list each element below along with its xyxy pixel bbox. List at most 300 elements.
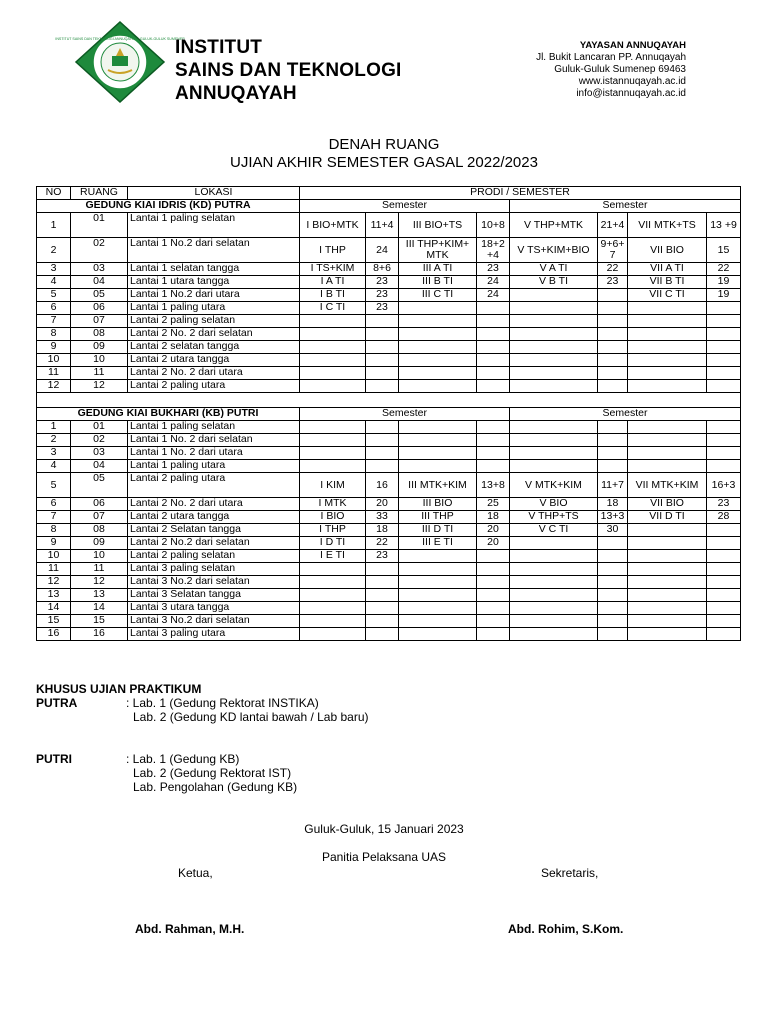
cell-prodi-3: [399, 447, 477, 460]
cell-lokasi: Lantai 3 paling selatan: [128, 563, 300, 576]
cell-count-7: [707, 537, 741, 550]
table-row: [37, 367, 741, 380]
cell-count-1: 23: [366, 289, 399, 302]
cell-count-7: [707, 302, 741, 315]
right-signatory: Abd. Rohim, S.Kom.: [508, 922, 624, 936]
cell-prodi-1: [300, 576, 366, 589]
cell-prodi-7: [628, 367, 707, 380]
cell-prodi-3: III BIO+TS: [399, 213, 477, 238]
cell-count-7: [707, 341, 741, 354]
cell-prodi-3: III BIO: [399, 498, 477, 511]
table-row: [37, 328, 741, 341]
cell-ruang: 14: [71, 602, 128, 615]
cell-count-1: [366, 602, 399, 615]
cell-count-1: [366, 460, 399, 473]
cell-prodi-7: [628, 550, 707, 563]
semester-label: Semester: [300, 200, 510, 213]
cell-prodi-1: [300, 589, 366, 602]
cell-count-5: [598, 421, 628, 434]
cell-prodi-3: III B TI: [399, 276, 477, 289]
table-row: [37, 302, 741, 315]
cell-prodi-5: V THP+TS: [510, 511, 598, 524]
cell-count-1: [366, 341, 399, 354]
right-role: Sekretaris,: [541, 866, 599, 880]
cell-prodi-3: [399, 315, 477, 328]
cell-count-7: 13 +9: [707, 213, 741, 238]
cell-lokasi: Lantai 3 Selatan tangga: [128, 589, 300, 602]
cell-prodi-7: [628, 434, 707, 447]
cell-prodi-3: III D TI: [399, 524, 477, 537]
cell-prodi-7: VII C TI: [628, 289, 707, 302]
cell-count-3: [477, 550, 510, 563]
cell-prodi-5: [510, 447, 598, 460]
cell-prodi-3: [399, 602, 477, 615]
cell-prodi-7: [628, 602, 707, 615]
cell-no: 12: [37, 576, 71, 589]
title-line-2: UJIAN AKHIR SEMESTER GASAL 2022/2023: [230, 154, 538, 171]
cell-count-7: [707, 421, 741, 434]
cell-prodi-3: [399, 460, 477, 473]
cell-prodi-5: [510, 421, 598, 434]
cell-prodi-1: I C TI: [300, 302, 366, 315]
cell-count-7: 16+3: [707, 473, 741, 498]
cell-count-3: [477, 628, 510, 641]
cell-count-5: [598, 563, 628, 576]
practicum-notes: [36, 682, 736, 794]
cell-prodi-3: III THP+KIM+ MTK: [399, 238, 477, 263]
cell-count-5: [598, 615, 628, 628]
section-1-title-row: [37, 200, 741, 213]
table-row: [37, 380, 741, 393]
cell-prodi-1: [300, 380, 366, 393]
cell-no: 4: [37, 276, 71, 289]
header-no: NO: [37, 187, 71, 200]
cell-prodi-7: VII B TI: [628, 276, 707, 289]
cell-prodi-5: V B TI: [510, 276, 598, 289]
cell-lokasi: Lantai 1 paling utara: [128, 302, 300, 315]
cell-ruang: 06: [71, 302, 128, 315]
cell-lokasi: Lantai 2 utara tangga: [128, 511, 300, 524]
cell-count-3: 10+8: [477, 213, 510, 238]
cell-count-7: [707, 615, 741, 628]
cell-prodi-7: [628, 380, 707, 393]
cell-no: 10: [37, 354, 71, 367]
table-row: [37, 628, 741, 641]
cell-no: 9: [37, 341, 71, 354]
cell-count-5: [598, 289, 628, 302]
cell-prodi-1: I A TI: [300, 276, 366, 289]
cell-no: 7: [37, 315, 71, 328]
cell-lokasi: Lantai 2 Selatan tangga: [128, 524, 300, 537]
table-row: [37, 421, 741, 434]
header-row: [37, 187, 741, 200]
foundation-name: YAYASAN ANNUQAYAH: [579, 40, 686, 51]
cell-count-7: 23: [707, 498, 741, 511]
cell-count-3: 18: [477, 511, 510, 524]
cell-lokasi: Lantai 2 paling utara: [128, 380, 300, 393]
cell-prodi-7: [628, 524, 707, 537]
cell-prodi-1: [300, 367, 366, 380]
room-layout-table: [36, 186, 741, 641]
cell-count-1: 16: [366, 473, 399, 498]
cell-prodi-7: [628, 563, 707, 576]
spacer-row: [37, 393, 741, 408]
cell-count-5: [598, 328, 628, 341]
cell-prodi-1: I KIM: [300, 473, 366, 498]
cell-no: 12: [37, 380, 71, 393]
table-row: [37, 550, 741, 563]
table-row: [37, 524, 741, 537]
cell-count-5: [598, 367, 628, 380]
cell-prodi-5: V C TI: [510, 524, 598, 537]
cell-prodi-5: [510, 380, 598, 393]
cell-prodi-1: [300, 341, 366, 354]
cell-count-5: [598, 315, 628, 328]
cell-count-3: 24: [477, 289, 510, 302]
cell-prodi-3: [399, 550, 477, 563]
table-row: [37, 473, 741, 498]
cell-prodi-7: [628, 315, 707, 328]
cell-prodi-3: [399, 576, 477, 589]
cell-prodi-3: III A TI: [399, 263, 477, 276]
cell-count-3: [477, 447, 510, 460]
cell-no: 4: [37, 460, 71, 473]
cell-count-5: [598, 460, 628, 473]
cell-count-3: [477, 328, 510, 341]
cell-count-1: 11+4: [366, 213, 399, 238]
logo-text: INSTITUT SAINS DAN TEKNOLOGI ANNUQAYAH · GULUK-GULUK SUMENEP: [55, 37, 185, 41]
cell-prodi-1: I TS+KIM: [300, 263, 366, 276]
cell-prodi-5: [510, 460, 598, 473]
cell-prodi-3: [399, 302, 477, 315]
putri-line-2: Lab. 2 (Gedung Rektorat IST): [133, 766, 292, 780]
semester-label: Semester: [300, 408, 510, 421]
cell-ruang: 03: [71, 263, 128, 276]
cell-count-5: [598, 576, 628, 589]
cell-ruang: 11: [71, 563, 128, 576]
cell-no: 1: [37, 421, 71, 434]
cell-count-1: 22: [366, 537, 399, 550]
cell-count-1: [366, 380, 399, 393]
cell-count-7: [707, 628, 741, 641]
cell-lokasi: Lantai 3 utara tangga: [128, 602, 300, 615]
cell-count-5: [598, 550, 628, 563]
cell-ruang: 04: [71, 460, 128, 473]
cell-count-7: [707, 354, 741, 367]
cell-lokasi: Lantai 3 No.2 dari selatan: [128, 576, 300, 589]
cell-count-7: [707, 589, 741, 602]
cell-count-3: [477, 615, 510, 628]
cell-lokasi: Lantai 2 paling utara: [128, 473, 300, 498]
cell-prodi-1: I BIO+MTK: [300, 213, 366, 238]
institute-name-line-1: INSTITUT: [175, 37, 263, 58]
header-lokasi: LOKASI: [128, 187, 300, 200]
cell-no: 14: [37, 602, 71, 615]
cell-count-1: 18: [366, 524, 399, 537]
cell-ruang: 10: [71, 354, 128, 367]
email-link[interactable]: info@istannuqayah.ac.id: [576, 88, 686, 99]
cell-lokasi: Lantai 2 No. 2 dari utara: [128, 498, 300, 511]
cell-lokasi: Lantai 2 No. 2 dari utara: [128, 367, 300, 380]
cell-prodi-3: [399, 380, 477, 393]
cell-ruang: 11: [71, 367, 128, 380]
cell-prodi-5: [510, 615, 598, 628]
cell-count-7: [707, 447, 741, 460]
cell-count-1: 20: [366, 498, 399, 511]
cell-count-7: 19: [707, 289, 741, 302]
cell-ruang: 09: [71, 341, 128, 354]
table-row: [37, 498, 741, 511]
table-row: [37, 460, 741, 473]
cell-prodi-3: [399, 328, 477, 341]
cell-count-1: [366, 589, 399, 602]
cell-ruang: 12: [71, 576, 128, 589]
cell-prodi-5: V THP+MTK: [510, 213, 598, 238]
website-link[interactable]: www.istannuqayah.ac.id: [578, 76, 686, 87]
putra-line-1: : Lab. 1 (Gedung Rektorat INSTIKA): [126, 696, 319, 710]
cell-no: 2: [37, 434, 71, 447]
practicum-title: KHUSUS UJIAN PRAKTIKUM: [36, 682, 202, 696]
cell-count-5: [598, 341, 628, 354]
cell-ruang: 07: [71, 315, 128, 328]
cell-prodi-1: [300, 563, 366, 576]
cell-prodi-7: [628, 447, 707, 460]
table-row: [37, 434, 741, 447]
cell-count-7: [707, 380, 741, 393]
cell-no: 3: [37, 447, 71, 460]
cell-count-5: [598, 302, 628, 315]
table-row: [37, 263, 741, 276]
cell-count-5: 23: [598, 276, 628, 289]
cell-count-3: [477, 563, 510, 576]
section-1-title: GEDUNG KIAI IDRIS (KD) PUTRA: [37, 200, 300, 213]
cell-no: 3: [37, 263, 71, 276]
table-row: [37, 276, 741, 289]
cell-lokasi: Lantai 2 No. 2 dari selatan: [128, 328, 300, 341]
cell-count-7: [707, 367, 741, 380]
cell-prodi-1: [300, 421, 366, 434]
cell-ruang: 07: [71, 511, 128, 524]
cell-no: 9: [37, 537, 71, 550]
cell-prodi-1: [300, 447, 366, 460]
cell-prodi-7: VII BIO: [628, 498, 707, 511]
header-ruang: RUANG: [71, 187, 128, 200]
cell-lokasi: Lantai 1 No.2 dari utara: [128, 289, 300, 302]
cell-no: 6: [37, 498, 71, 511]
table-row: [37, 576, 741, 589]
cell-lokasi: Lantai 2 utara tangga: [128, 354, 300, 367]
cell-count-3: [477, 589, 510, 602]
cell-no: 2: [37, 238, 71, 263]
letterhead: [0, 0, 768, 120]
cell-prodi-5: [510, 563, 598, 576]
cell-lokasi: Lantai 2 No.2 dari selatan: [128, 537, 300, 550]
cell-count-3: [477, 302, 510, 315]
cell-ruang: 04: [71, 276, 128, 289]
cell-no: 6: [37, 302, 71, 315]
cell-ruang: 01: [71, 213, 128, 238]
cell-count-3: [477, 354, 510, 367]
cell-ruang: 06: [71, 498, 128, 511]
cell-no: 11: [37, 563, 71, 576]
putri-line-3: Lab. Pengolahan (Gedung KB): [133, 780, 298, 794]
cell-ruang: 15: [71, 615, 128, 628]
cell-count-1: [366, 447, 399, 460]
cell-lokasi: Lantai 1 No.2 dari selatan: [128, 238, 300, 263]
cell-ruang: 08: [71, 524, 128, 537]
cell-prodi-7: [628, 628, 707, 641]
cell-count-5: [598, 602, 628, 615]
cell-prodi-7: VII BIO: [628, 238, 707, 263]
cell-ruang: 08: [71, 328, 128, 341]
place-date: Guluk-Guluk, 15 Januari 2023: [304, 822, 464, 836]
cell-prodi-1: I B TI: [300, 289, 366, 302]
cell-count-5: 22: [598, 263, 628, 276]
cell-count-7: [707, 434, 741, 447]
table-row: [37, 589, 741, 602]
cell-prodi-1: [300, 628, 366, 641]
cell-prodi-1: [300, 434, 366, 447]
cell-prodi-1: [300, 615, 366, 628]
cell-prodi-1: I BIO: [300, 511, 366, 524]
cell-count-1: [366, 328, 399, 341]
committee-name: Panitia Pelaksana UAS: [321, 850, 447, 864]
cell-count-1: 33: [366, 511, 399, 524]
cell-ruang: 02: [71, 238, 128, 263]
institute-name-line-2: SAINS DAN TEKNOLOGI: [175, 60, 402, 81]
cell-count-7: 15: [707, 238, 741, 263]
table-row: [37, 615, 741, 628]
table-row: [37, 341, 741, 354]
cell-count-3: [477, 421, 510, 434]
cell-lokasi: Lantai 1 selatan tangga: [128, 263, 300, 276]
cell-lokasi: Lantai 1 paling selatan: [128, 213, 300, 238]
cell-count-5: 18: [598, 498, 628, 511]
cell-ruang: 13: [71, 589, 128, 602]
cell-prodi-5: [510, 434, 598, 447]
cell-count-3: 20: [477, 524, 510, 537]
cell-prodi-1: I MTK: [300, 498, 366, 511]
cell-prodi-1: I THP: [300, 238, 366, 263]
cell-prodi-7: [628, 302, 707, 315]
address-line-2: Guluk-Guluk Sumenep 69463: [554, 64, 686, 75]
cell-prodi-7: VII MTK+TS: [628, 213, 707, 238]
cell-lokasi: Lantai 3 paling utara: [128, 628, 300, 641]
cell-count-3: [477, 367, 510, 380]
institute-name-line-3: ANNUQAYAH: [175, 83, 297, 104]
cell-count-1: 24: [366, 238, 399, 263]
semester-label: Semester: [510, 200, 741, 213]
cell-no: 5: [37, 473, 71, 498]
cell-no: 15: [37, 615, 71, 628]
cell-count-1: [366, 315, 399, 328]
cell-prodi-5: [510, 289, 598, 302]
table-row: [37, 447, 741, 460]
cell-prodi-5: [510, 302, 598, 315]
cell-prodi-7: [628, 421, 707, 434]
cell-prodi-3: [399, 341, 477, 354]
cell-count-1: [366, 576, 399, 589]
cell-count-5: 21+4: [598, 213, 628, 238]
cell-count-5: 30: [598, 524, 628, 537]
cell-no: 8: [37, 524, 71, 537]
section-2-title: GEDUNG KIAI BUKHARI (KB) PUTRI: [37, 408, 300, 421]
cell-prodi-1: [300, 602, 366, 615]
table-row: [37, 289, 741, 302]
cell-count-7: 19: [707, 276, 741, 289]
table-row: [37, 563, 741, 576]
cell-count-5: 9+6+ 7: [598, 238, 628, 263]
cell-prodi-7: [628, 615, 707, 628]
cell-ruang: 10: [71, 550, 128, 563]
cell-count-7: [707, 550, 741, 563]
cell-count-1: [366, 421, 399, 434]
cell-prodi-7: [628, 537, 707, 550]
cell-prodi-3: [399, 421, 477, 434]
cell-count-3: [477, 602, 510, 615]
address-line-1: Jl. Bukit Lancaran PP. Annuqayah: [536, 52, 686, 63]
cell-prodi-1: I THP: [300, 524, 366, 537]
table-row: [37, 238, 741, 263]
cell-prodi-3: [399, 354, 477, 367]
header-prodi: PRODI / SEMESTER: [300, 187, 741, 200]
cell-prodi-1: [300, 328, 366, 341]
cell-prodi-3: [399, 434, 477, 447]
cell-count-3: [477, 380, 510, 393]
cell-count-3: 25: [477, 498, 510, 511]
cell-lokasi: Lantai 1 No. 2 dari utara: [128, 447, 300, 460]
cell-prodi-7: [628, 460, 707, 473]
cell-lokasi: Lantai 3 No.2 dari selatan: [128, 615, 300, 628]
cell-no: 8: [37, 328, 71, 341]
cell-count-7: [707, 576, 741, 589]
cell-count-7: [707, 563, 741, 576]
cell-count-1: [366, 615, 399, 628]
cell-ruang: 03: [71, 447, 128, 460]
cell-lokasi: Lantai 1 No. 2 dari selatan: [128, 434, 300, 447]
cell-count-1: 23: [366, 276, 399, 289]
cell-prodi-1: [300, 315, 366, 328]
cell-count-1: 8+6: [366, 263, 399, 276]
cell-prodi-3: [399, 589, 477, 602]
cell-ruang: 09: [71, 537, 128, 550]
cell-prodi-7: [628, 589, 707, 602]
cell-ruang: 12: [71, 380, 128, 393]
cell-count-3: 24: [477, 276, 510, 289]
cell-prodi-7: VII MTK+KIM: [628, 473, 707, 498]
cell-prodi-7: VII D TI: [628, 511, 707, 524]
cell-prodi-7: VII A TI: [628, 263, 707, 276]
table-row: [37, 537, 741, 550]
cell-prodi-1: I E TI: [300, 550, 366, 563]
cell-prodi-3: III C TI: [399, 289, 477, 302]
cell-prodi-5: [510, 537, 598, 550]
cell-prodi-7: [628, 328, 707, 341]
cell-prodi-3: [399, 367, 477, 380]
putra-line-2: Lab. 2 (Gedung KD lantai bawah / Lab baru): [133, 710, 369, 724]
cell-count-5: [598, 537, 628, 550]
cell-count-1: [366, 354, 399, 367]
cell-count-5: [598, 447, 628, 460]
left-signatory: Abd. Rahman, M.H.: [135, 922, 245, 936]
cell-prodi-5: [510, 602, 598, 615]
cell-count-3: [477, 460, 510, 473]
cell-count-3: 18+2 +4: [477, 238, 510, 263]
cell-count-7: [707, 524, 741, 537]
cell-prodi-3: III MTK+KIM: [399, 473, 477, 498]
cell-prodi-1: [300, 460, 366, 473]
cell-prodi-5: [510, 328, 598, 341]
